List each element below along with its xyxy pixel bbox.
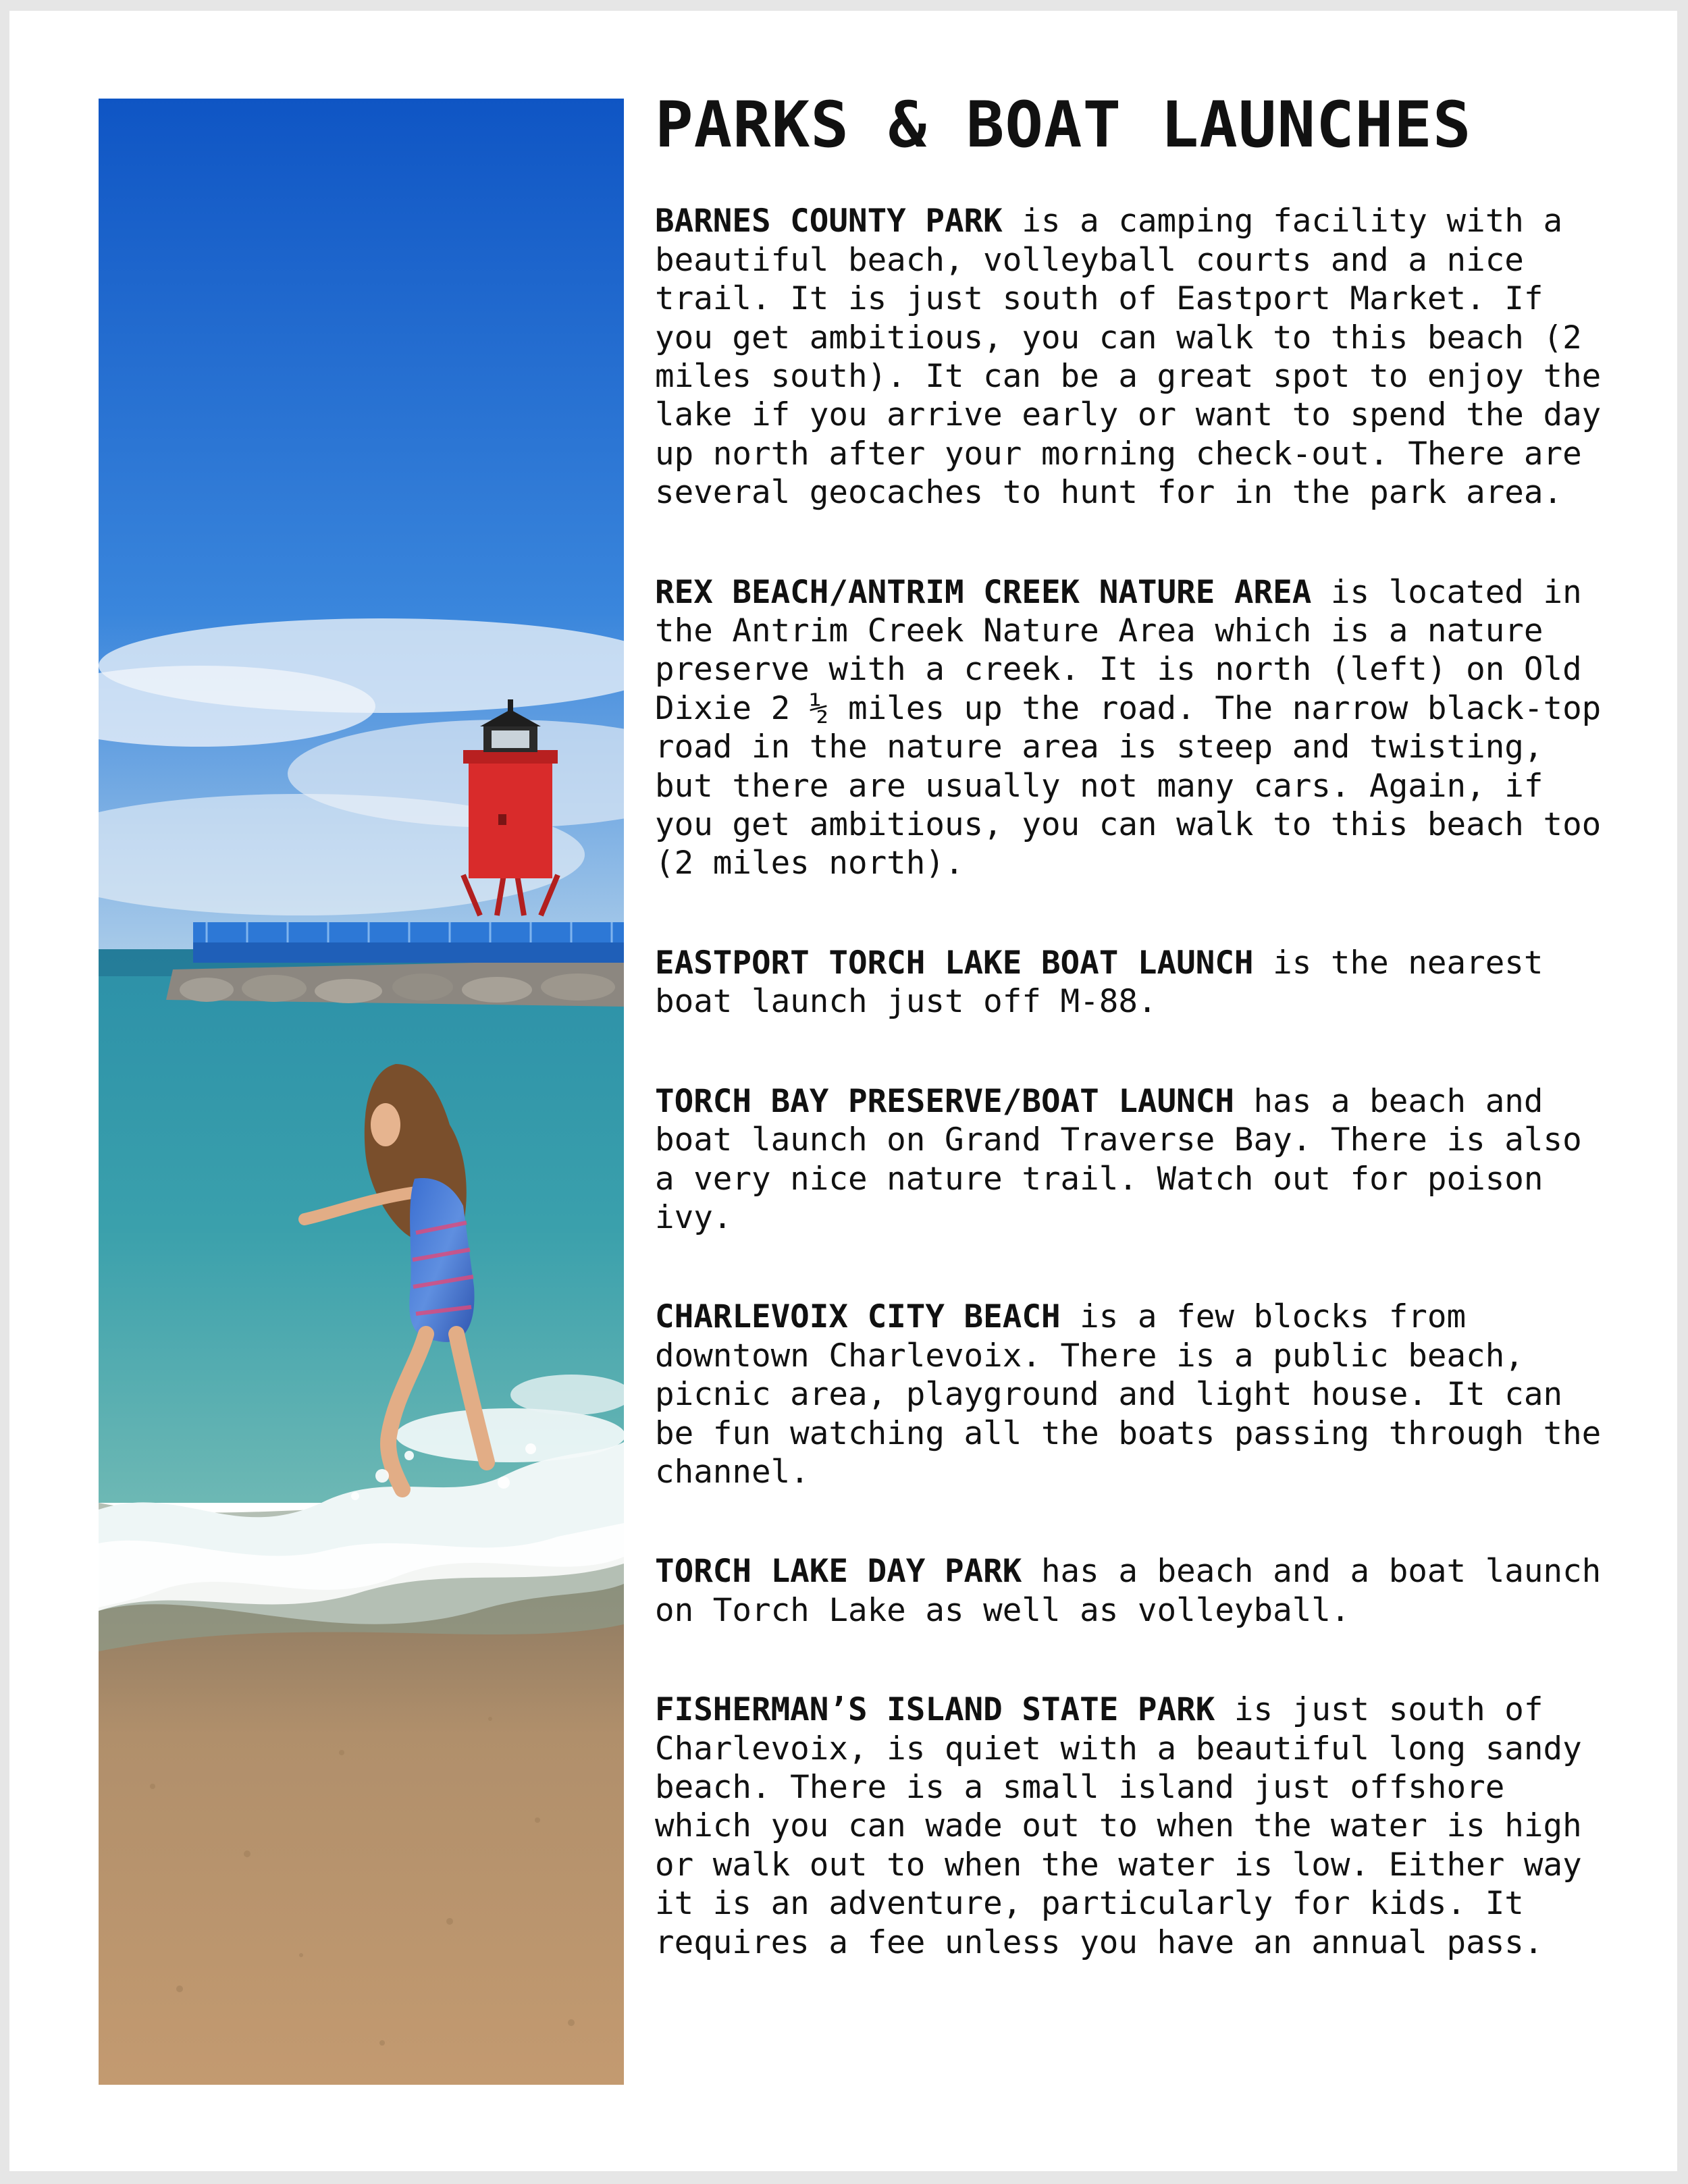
entry-text: has a beach and a boat launch on Torch Lake as well as volleyball. (655, 1553, 1602, 1629)
content-column (655, 90, 1614, 2023)
entry-torch-lake-day-park (655, 1552, 1614, 1630)
entry-name: TORCH BAY PRESERVE/BOAT LAUNCH (655, 1082, 1234, 1120)
entry-text: is a camping facility with a beautiful beach, volleyball courts and a nice trail. It is just south of Eastport Market. If you get ambitious, you can walk to this beach (2 miles south). It can be a great spot to enjoy the lake if you arrive early or want to spend the day up north after your morning check-out. There are several geocaches to hunt for in the park area. (655, 203, 1602, 512)
entry-text: is located in the Antrim Creek Nature Area which is a nature preserve with a creek. It is north (left) on Old Dixie 2 ½ miles up the road. The narrow black-top road in the nature area is steep and twisting, but there are usually not many cars. Again, if you get ambitious, you can walk to this beach too (2 miles north). (655, 573, 1602, 882)
beach-lighthouse-photo (99, 99, 624, 2085)
entry-name: TORCH LAKE DAY PARK (655, 1553, 1022, 1591)
entry-charlevoix-city-beach (655, 1298, 1614, 1491)
entry-fishermans-island (655, 1690, 1614, 1962)
page-title: PARKS & BOAT LAUNCHES (655, 88, 1472, 162)
entry-barnes-county-park (655, 202, 1614, 512)
entry-text: is a few blocks from downtown Charlevoix. There is a public beach, picnic area, playground and light house. It can be fun watching all the boats passing through the channel. (655, 1298, 1602, 1491)
entry-name: EASTPORT TORCH LAKE BOAT LAUNCH (655, 944, 1254, 982)
entry-torch-bay-preserve (655, 1082, 1614, 1237)
entry-text: is just south of Charlevoix, is quiet with a beautiful long sandy beach. There is a small island just offshore which you can wade out to when the water is high or walk out to when the water is low. Either way it is an adventure, particularly for kids. It requires a fee unless you have an annual pass. (655, 1691, 1582, 1961)
entry-name: FISHERMAN’S ISLAND STATE PARK (655, 1691, 1215, 1729)
entry-name: CHARLEVOIX CITY BEACH (655, 1298, 1061, 1336)
entry-eastport-boat-launch (655, 944, 1614, 1021)
entry-name: BARNES COUNTY PARK (655, 203, 1003, 240)
entry-rex-beach (655, 573, 1614, 883)
entry-text: is the nearest boat launch just off M-88. (655, 944, 1544, 1021)
entry-name: REX BEACH/ANTRIM CREEK NATURE AREA (655, 573, 1312, 611)
entry-text: has a beach and boat launch on Grand Traverse Bay. There is also a very nice nature trail. Watch out for poison ivy. (655, 1082, 1582, 1236)
page (9, 11, 1677, 2171)
